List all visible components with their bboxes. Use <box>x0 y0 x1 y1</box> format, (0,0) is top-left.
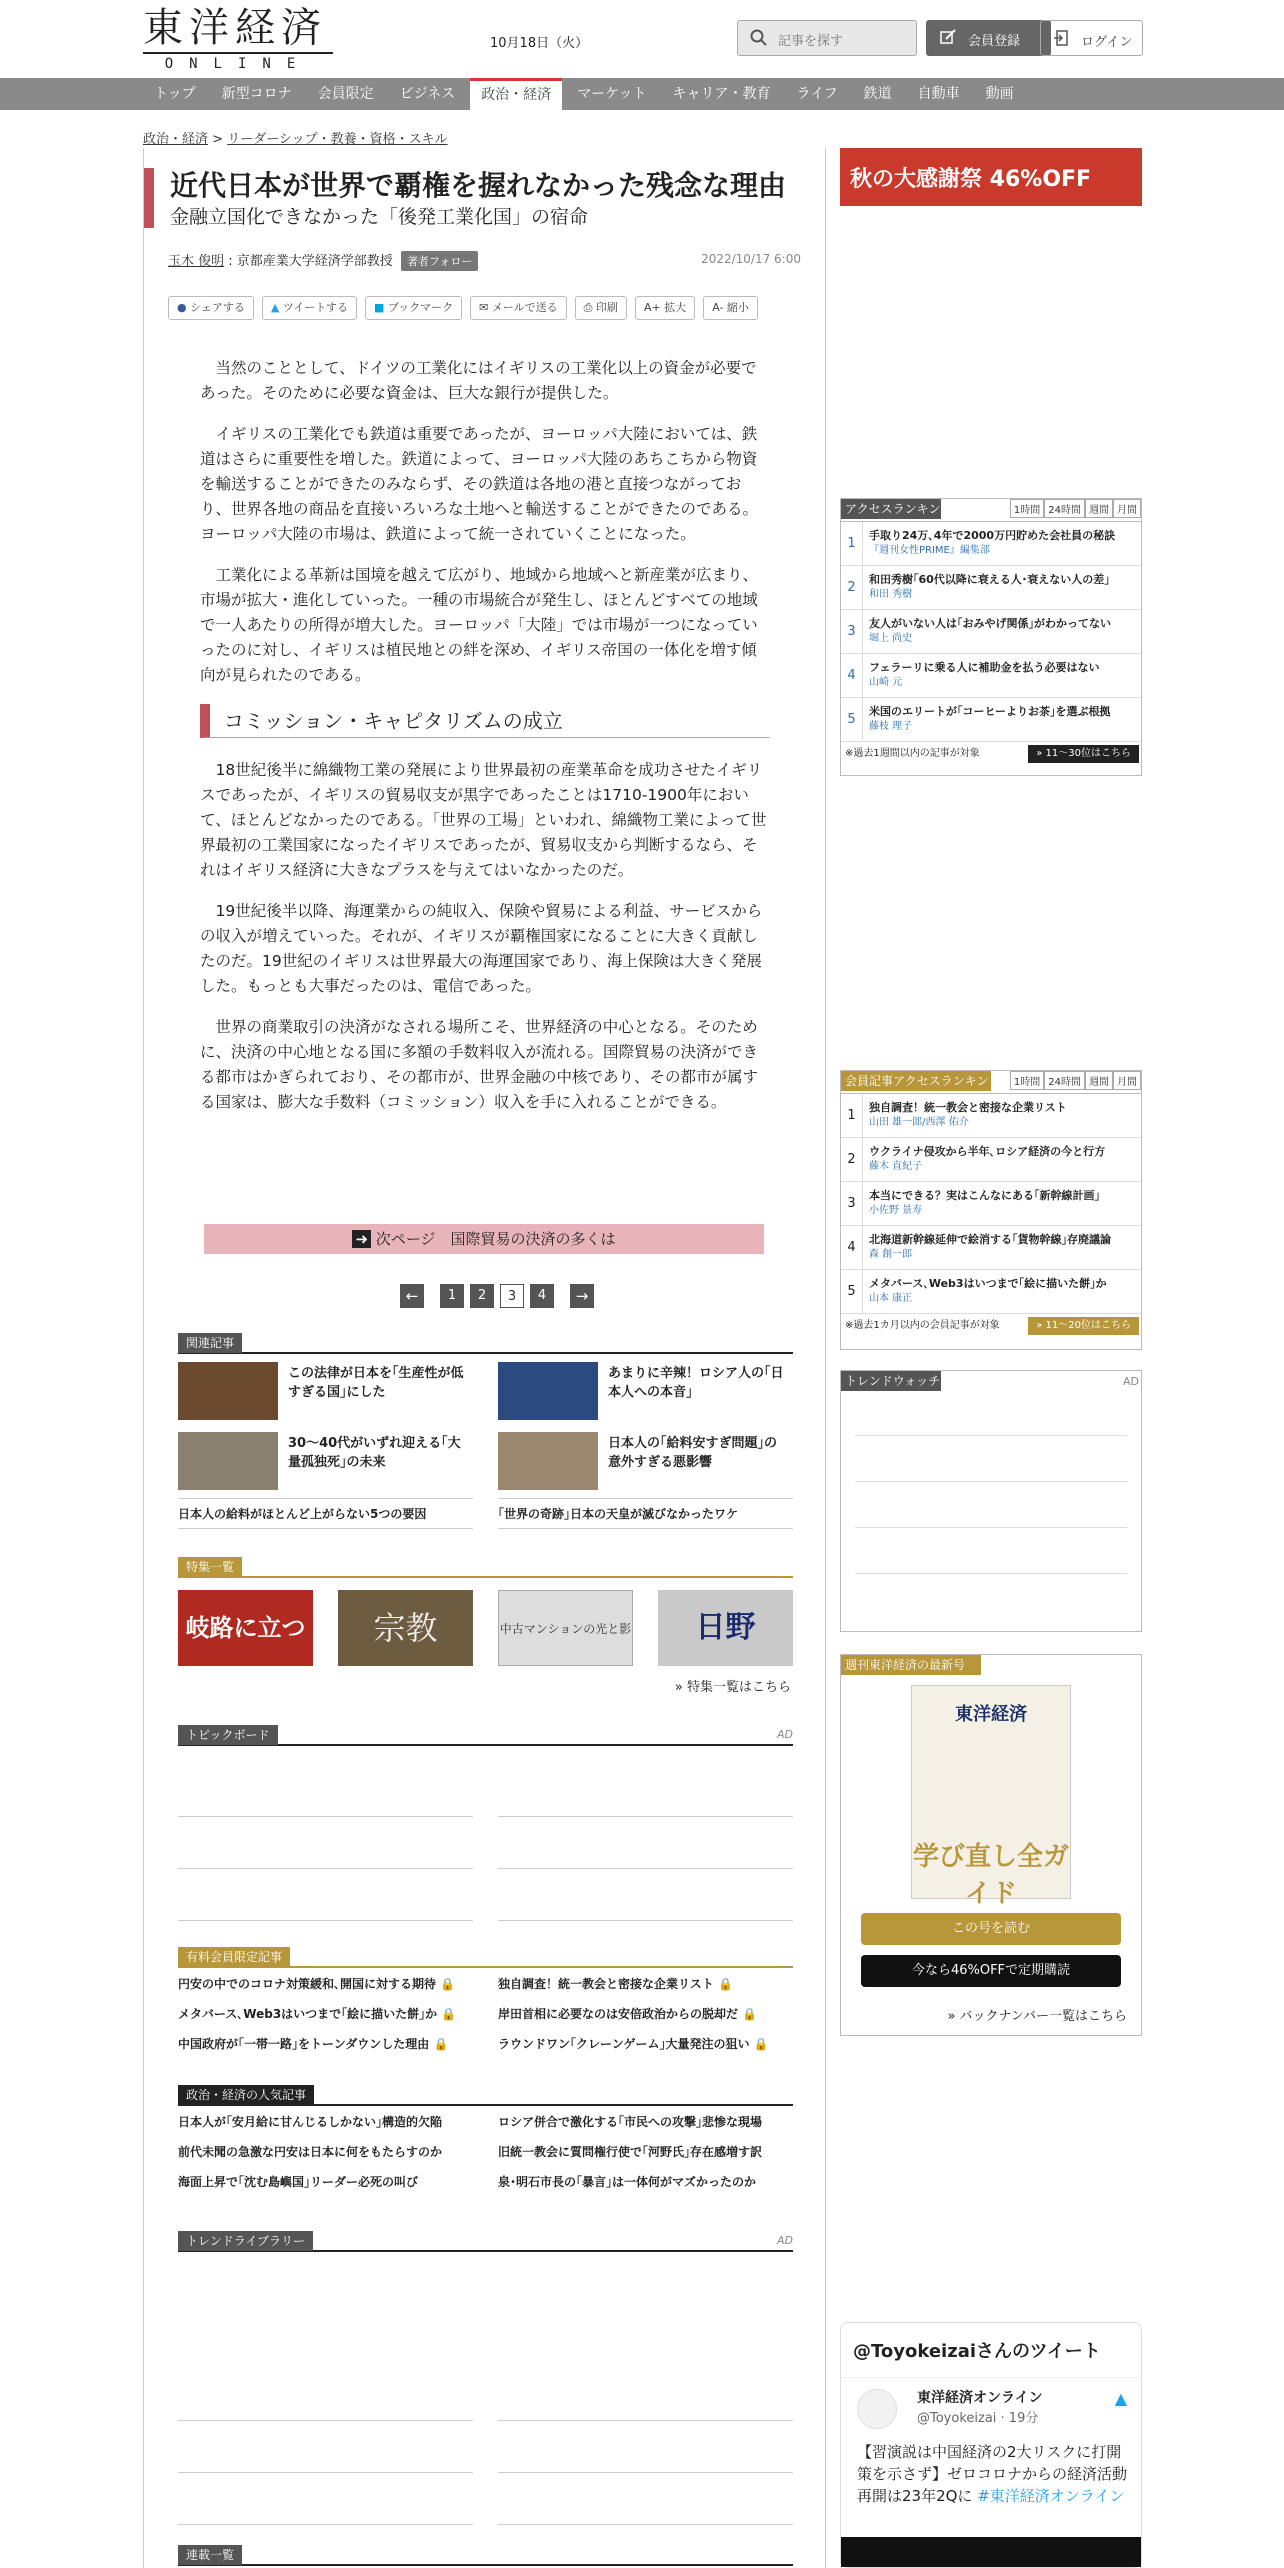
paragraph: イギリスの工業化でも鉄道は重要であったが、ヨーロッパ大陸においては、鉄道はさらに重要性を増した。鉄道によって、ヨーロッパ大陸のあちこちから物資を輸送することができたのみならず、その鉄道は各地の港と直接つながっており、世界各地の商品を直接いろいろな土地へと輸送することができたのである。ヨーロッパ大陸の市場は、鉄道によって統一されていくことになった。 <box>200 425 759 543</box>
paid-article-link[interactable]: ラウンドワン｢クレーンゲーム｣大量発注の狙い 🔒 <box>498 2037 769 2051</box>
weekly-magazine: 週刊東洋経済の最新号 東洋経済 学び直し全ガイド この号を読む 今なら46%OFFで定期購読 » バックナンバー一覧はこちら <box>840 1654 1142 2036</box>
tweet-text: 【習演説は中国経済の2大リスクに打開策を示さず】ゼロコロナからの経済活動再開は23年2Qに #東洋経済オンライン <box>857 2443 1128 2505</box>
login-icon <box>1053 30 1069 50</box>
register-button[interactable]: 会員登録 <box>926 20 1051 56</box>
section-heading: コミッション・キャピタリズムの成立 <box>200 704 770 738</box>
related-link[interactable]: あまりに辛辣！ロシア人の｢日本人への本音｣ <box>608 1366 784 1400</box>
divider <box>178 1528 473 1529</box>
ranking-item[interactable]: 5 米国のエリートが｢コーヒーよりお茶｣を選ぶ根拠 藤枝 理子 <box>841 698 1141 742</box>
page-title: 近代日本が世界で覇権を握れなかった残念な理由 <box>170 169 787 202</box>
nav-business[interactable]: ビジネス <box>399 86 456 102</box>
lock-icon: 🔒 <box>433 2037 449 2051</box>
related-link[interactable]: この法律が日本を｢生産性が低すぎる国｣にした <box>288 1366 464 1400</box>
author-link[interactable]: 玉木 俊明 <box>168 254 225 269</box>
nav-market[interactable]: マーケット <box>577 86 647 102</box>
related-thumb[interactable] <box>178 1362 278 1420</box>
ranking-item[interactable]: 1 手取り24万､4年で2000万円貯めた会社員の秘訣 『週刊女性PRIME』編集部 <box>841 522 1141 566</box>
member-ranking-item[interactable]: 1 独自調査！統一教会と密接な企業リスト 山田 雄一郎/西澤 佑介 <box>841 1094 1141 1138</box>
paragraph: 世界の商業取引の決済がなされる場所こそ、世界経済の中心となる。そのために、決済の中心地となる国に多額の手数料収入が流れる。国際貿易の決済ができる都市はかぎられており、その都市が、世界金融の中核であり、その都市が属する国家は、膨大な手数料（コミッション）収入を手に入れることができる。 <box>200 1018 759 1111</box>
divider <box>178 1816 473 1817</box>
divider <box>498 2420 793 2421</box>
page-3-current: 3 <box>500 1284 524 1308</box>
tab-week[interactable]: 週間 <box>1085 1071 1113 1090</box>
access-ranking: アクセスランキング 1時間 24時間 週間 月間 1 手取り24万､4年で2000万円貯めた会社員の秘訣 『週刊女性PRIME』編集部 2 和田秀樹｢60代以降に衰える人･衰えない人の差｣ 和田 秀樹 3 友人がいない人は｢おみやげ関係｣がわかってない 堀上 尚史 4 フェラーリに乗る人に補助金を払う必要はない 山崎 元 5 米国のエリートが｢コーヒーよりお茶｣を選ぶ根拠 藤枝 理子 ※過去1週間以内の記事が対象 » 11～30位はこちら <box>840 498 1142 776</box>
paragraph: 19世紀後半以降、海運業からの純収入、保険や貿易による利益、サービスからの収入が増えていった。それが、イギリスが覇権国家になることに大きく貢献したのだ。19世紀のイギリスは世界最大の海運国家であり、海上保険は大きく発展した。もっとも大事だったのは、電信であった。 <box>200 902 763 995</box>
popular-article-link[interactable]: ロシア併合で激化する｢市民への攻撃｣悲惨な現場 <box>498 2115 763 2129</box>
twitter-widget: @Toyokeizaiさんのツイート 東洋経済オンライン @Toyokeizai · 19分 ▲ 【習演説は中国経済の2大リスクに打開策を示さず】ゼロコロナからの経済活動再開は23年2Qに #東洋経済オンライン <box>840 2322 1142 2568</box>
popular-article-link[interactable]: 日本人が｢安月給に甘んじるしかない｣構造的欠陥 <box>178 2115 443 2129</box>
member-ranking-tabs <box>1010 1071 1141 1090</box>
paragraph: 18世紀後半に綿織物工業の発展により世界最初の産業革命を成功させたイギリスであったが、イギリスの貿易収支が黒字であったことは1710-1900年において、ほとんどなかったのである。「世界の工場」といわれ、綿織物工業によって世界最初の工業国家になったイギリスであったが、貿易収支から判断するなら、それはイギリス経済に大きなプラスを与えてはいなかったのだ。 <box>200 761 767 879</box>
paid-article-link[interactable]: 岸田首相に必要なのは安倍政治からの脱却だ 🔒 <box>498 2007 758 2021</box>
popular-article-link[interactable]: 旧統一教会に質問権行使で｢河野氏｣存在感増す訳 <box>498 2145 763 2159</box>
lock-icon: 🔒 <box>742 2007 758 2021</box>
tab-week[interactable]: 週間 <box>1085 499 1113 518</box>
feature-tile-railway[interactable]: 岐路に立つ鉄道 <box>178 1590 313 1666</box>
main-nav <box>0 78 1284 110</box>
member-ranking-item[interactable]: 2 ウクライナ侵攻から半年､ロシア経済の今と行方 藤木 直紀子 <box>841 1138 1141 1182</box>
divider <box>498 2524 793 2525</box>
breadcrumb: 政治・経済 > リーダーシップ・教養・資格・スキル <box>143 132 448 147</box>
ranking-item[interactable]: 4 フェラーリに乗る人に補助金を払う必要はない 山崎 元 <box>841 654 1141 698</box>
paid-article-link[interactable]: メタバース､Web3はいつまで｢絵に描いた餅｣か 🔒 <box>178 2007 457 2021</box>
tab-24h[interactable]: 24時間 <box>1044 499 1085 518</box>
page-4[interactable]: 4 <box>530 1284 554 1308</box>
related-header: 関連記事 <box>178 1332 793 1354</box>
tab-1h[interactable]: 1時間 <box>1010 1071 1044 1090</box>
member-ranking-item[interactable]: 5 メタバース､Web3はいつまで｢絵に描いた餅｣か 山本 康正 <box>841 1270 1141 1314</box>
bookmark-button[interactable]: ■ ブックマーク <box>365 296 462 320</box>
related-text-link[interactable]: ｢世界の奇跡｣日本の天皇が滅びなかったワケ <box>498 1507 739 1521</box>
article-body <box>200 356 770 1131</box>
divider <box>178 1868 473 1869</box>
feature-tile-mansion[interactable]: 中古マンションの光と影 <box>498 1590 633 1666</box>
print-button[interactable]: ⎙ 印刷 <box>575 296 627 320</box>
member-ranking-item[interactable]: 3 本当にできる？実はこんなにある｢新幹線計画｣ 小佐野 景寿 <box>841 1182 1141 1226</box>
lock-icon: 🔒 <box>717 1977 733 1991</box>
divider <box>178 2420 473 2421</box>
mail-button[interactable]: ✉ メールで送る <box>470 296 567 320</box>
subscribe-button[interactable]: 今なら46%OFFで定期購読 <box>861 1955 1121 1987</box>
next-page-button[interactable]: → <box>570 1284 594 1308</box>
ranking-more-button[interactable]: » 11～30位はこちら <box>1028 745 1139 763</box>
feature-tile-hino[interactable]: 日野 <box>658 1590 793 1666</box>
nav-politics-economy[interactable]: 政治・経済 <box>470 78 562 110</box>
magazine-cover[interactable]: 東洋経済 学び直し全ガイド <box>911 1685 1071 1899</box>
divider <box>498 2472 793 2473</box>
author-line: 玉木 俊明 : 京都産業大学経済学部教授 著者フォロー <box>168 250 478 271</box>
lock-icon: 🔒 <box>753 2037 769 2051</box>
next-page-link[interactable]: ➜ 次ページ 国際貿易の決済の多くは <box>204 1224 764 1254</box>
search-input[interactable]: 記事を探す <box>737 20 917 56</box>
member-ranking: 会員記事アクセスランキング 1時間 24時間 週間 月間 1 独自調査！統一教会と密接な企業リスト 山田 雄一郎/西澤 佑介 2 ウクライナ侵攻から半年､ロシア経済の今と行方 藤木 直紀子 3 本当にできる？実はこんなにある｢新幹線計画｣ 小佐野 景寿 4 北海道新幹線延伸で絵消する｢貨物幹線｣存廃議論 森 創一郎 5 メタバース､Web3はいつまで｢絵に描いた餅｣か 山本 康正 ※過去1カ月以内の会員記事が対象 » 11～20位はこちら <box>840 1070 1142 1350</box>
tab-1h[interactable]: 1時間 <box>1010 499 1044 518</box>
divider <box>498 1498 793 1499</box>
nav-railway[interactable]: 鉄道 <box>863 86 892 102</box>
member-ranking-item[interactable]: 4 北海道新幹線延伸で絵消する｢貨物幹線｣存廃議論 森 創一郎 <box>841 1226 1141 1270</box>
campaign-banner[interactable]: 秋の大感謝祭 46%OFF <box>840 148 1142 206</box>
article-header <box>144 168 827 228</box>
follow-author-button[interactable]: 著者フォロー <box>401 251 478 271</box>
serial-header: 連載一覧 <box>178 2544 793 2566</box>
breadcrumb-link[interactable]: リーダーシップ・教養・資格・スキル <box>227 132 448 147</box>
font-shrink-button[interactable]: A- 縮小 <box>703 296 758 320</box>
member-ranking-more-button[interactable]: » 11～20位はこちら <box>1028 1317 1139 1335</box>
nav-video[interactable]: 動画 <box>985 86 1014 102</box>
divider <box>178 2524 473 2525</box>
related-thumb[interactable] <box>498 1432 598 1490</box>
lock-icon: 🔒 <box>441 2007 457 2021</box>
nav-corona[interactable]: 新型コロナ <box>221 86 292 102</box>
publish-date: 2022/10/17 6:00 <box>701 252 801 266</box>
related-thumb[interactable] <box>498 1362 598 1420</box>
paid-article-link[interactable]: 独自調査！統一教会と密接な企業リスト 🔒 <box>498 1977 733 1991</box>
page-1[interactable]: 1 <box>440 1284 464 1308</box>
popular-article-link[interactable]: 海面上昇で｢沈む島嶼国｣リーダー必死の叫び <box>178 2175 419 2189</box>
ranking-item[interactable]: 2 和田秀樹｢60代以降に衰える人･衰えない人の差｣ 和田 秀樹 <box>841 566 1141 610</box>
login-button[interactable]: ログイン <box>1040 20 1143 56</box>
paragraph: 工業化による革新は国境を越えて広がり、地域から地域へと新産業が広まり、市場が拡大・進化していった。一種の市場統合が発生し、ほとんどすべての地域で一人あたりの所得が増大した。ヨーロッパ「大陸」では市場が一つになっていったのに対し、イギリスは植民地との絆を深め、イギリス帝国の一体化を増す傾向が見られたのである。 <box>200 566 759 684</box>
divider <box>178 2472 473 2473</box>
share-bar <box>168 296 758 320</box>
paid-article-link[interactable]: 円安の中でのコロナ対策緩和､開国に対する期待 🔒 <box>178 1977 456 1991</box>
font-enlarge-button[interactable]: A+ 拡大 <box>635 296 695 320</box>
twitter-icon: ▲ <box>1114 2389 1127 2408</box>
search-icon <box>750 29 768 51</box>
related-thumb[interactable] <box>178 1432 278 1490</box>
facebook-share-button[interactable]: ● シェアする <box>168 296 254 320</box>
twitter-icon: ▲ <box>270 301 280 314</box>
paid-article-link[interactable]: 中国政府が｢一帯一路｣をトーンダウンした理由 🔒 <box>178 2037 449 2051</box>
feature-header: 特集一覧 <box>178 1556 793 1578</box>
site-header <box>0 0 1284 78</box>
nav-automobile[interactable]: 自動車 <box>917 86 960 102</box>
breadcrumb-link[interactable]: 政治・経済 <box>143 132 209 147</box>
site-logo[interactable]: 東洋経済 ONLINE <box>143 6 333 72</box>
ranking-tabs <box>1010 499 1141 518</box>
read-issue-button[interactable]: この号を読む <box>861 1913 1121 1945</box>
header-date: 10月18日（火） <box>490 36 589 51</box>
trend-library-header: トレンドライブラリー AD <box>178 2230 793 2252</box>
feature-more-link[interactable]: » 特集一覧はこちら <box>674 1680 791 1695</box>
bookmark-icon: ■ <box>373 301 385 314</box>
avatar[interactable] <box>857 2389 897 2429</box>
trend-watch: トレンドウォッチ AD <box>840 1370 1142 1632</box>
divider <box>178 1920 473 1921</box>
tab-24h[interactable]: 24時間 <box>1044 1071 1085 1090</box>
related-text-link[interactable]: 日本人の給料がほとんど上がらない5つの要因 <box>178 1507 427 1521</box>
tab-month[interactable]: 月間 <box>1113 1071 1141 1090</box>
tab-month[interactable]: 月間 <box>1113 499 1141 518</box>
nav-members[interactable]: 会員限定 <box>317 86 374 102</box>
ranking-item[interactable]: 3 友人がいない人は｢おみやげ関係｣がわかってない 堀上 尚史 <box>841 610 1141 654</box>
topic-board-header: トピックボード AD <box>178 1724 793 1746</box>
tweet-button[interactable]: ▲ ツイートする <box>262 296 357 320</box>
nav-top[interactable]: トップ <box>154 86 196 102</box>
nav-career[interactable]: キャリア・教育 <box>672 86 771 102</box>
paragraph: 当然のこととして、ドイツの工業化にはイギリスの工業化以上の資金が必要であった。そのために必要な資金は、巨大な銀行が提供した。 <box>200 359 757 402</box>
divider <box>498 1920 793 1921</box>
nav-life[interactable]: ライフ <box>796 86 838 102</box>
page-2[interactable]: 2 <box>470 1284 494 1308</box>
arrow-right-icon: ➜ <box>352 1230 371 1248</box>
article-column <box>143 148 826 2568</box>
popular-header: 政治・経済の人気記事 <box>178 2084 793 2106</box>
lock-icon: 🔒 <box>440 1977 456 1991</box>
edit-icon <box>940 29 956 49</box>
divider <box>498 1816 793 1817</box>
related-link[interactable]: 日本人の｢給料安すぎ問題｣の意外すぎる悪影響 <box>608 1436 778 1470</box>
backnumber-link[interactable]: » バックナンバー一覧はこちら <box>947 2009 1127 2024</box>
tweet-image[interactable] <box>841 2537 1141 2567</box>
facebook-icon: ● <box>177 301 187 314</box>
prev-page-button[interactable]: ← <box>400 1284 424 1308</box>
popular-article-link[interactable]: 泉･明石市長の｢暴言｣は一体何がマズかったのか <box>498 2175 757 2189</box>
print-icon: ⎙ <box>583 301 593 314</box>
pagination <box>390 1284 604 1308</box>
divider <box>498 1528 793 1529</box>
paid-articles-header: 有料会員限定記事 <box>178 1946 793 1968</box>
related-link[interactable]: 30～40代がいずれ迎える｢大量孤独死｣の未来 <box>288 1436 461 1470</box>
page-subtitle: 金融立国化できなかった「後発工業化国」の宿命 <box>170 206 589 228</box>
divider <box>498 1868 793 1869</box>
divider <box>178 1498 473 1499</box>
mail-icon: ✉ <box>479 301 489 314</box>
feature-tile-religion[interactable]: 宗教 <box>338 1590 473 1666</box>
popular-article-link[interactable]: 前代未聞の急激な円安は日本に何をもたらすのか <box>178 2145 443 2159</box>
